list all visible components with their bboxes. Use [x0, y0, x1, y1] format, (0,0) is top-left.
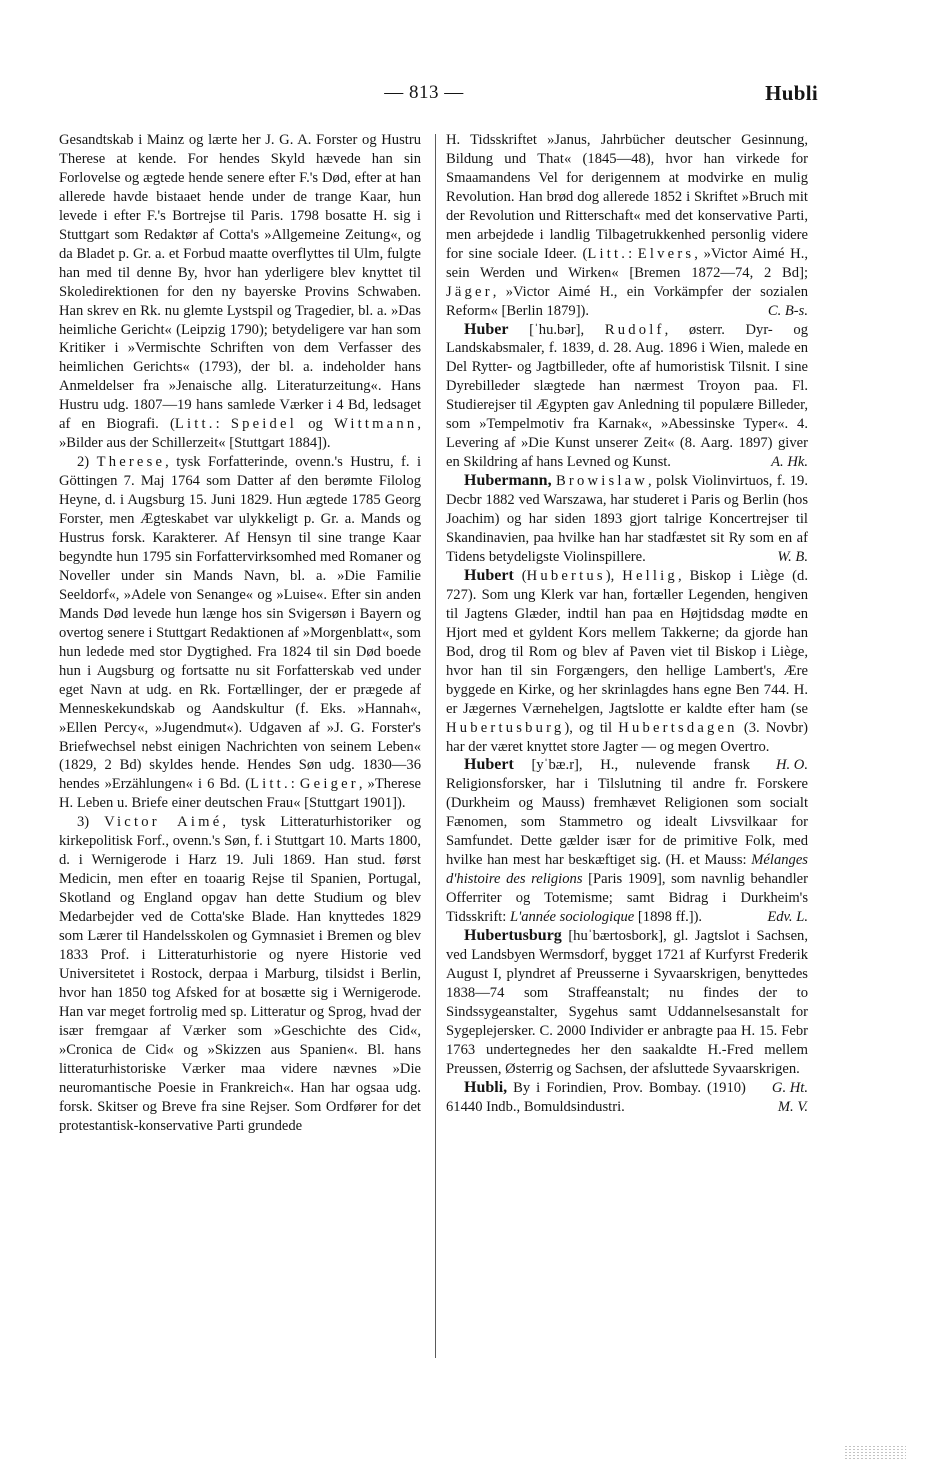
entry-headword: Hubertusburg	[464, 927, 562, 945]
dictionary-entry	[446, 566, 808, 774]
author-signature: Edv. L.	[767, 909, 808, 926]
entry-headword: Hubert	[464, 566, 514, 584]
text-run: (3. Novbr) har der været knyttet store Jagter — og megen Overtro.	[446, 719, 808, 755]
spaced-text: Geiger	[299, 776, 359, 793]
page-number: — 813 —	[384, 82, 464, 103]
text-run: , »Therese H. Leben u. Briefe einer deutschen Frau« [Stuttgart 1901]).	[59, 776, 422, 812]
spaced-text: Litt.	[250, 776, 291, 793]
spaced-text: Hubertusburg	[446, 719, 565, 736]
author-signature: W. B.	[777, 548, 808, 565]
text-run: , »Victor Aimé H., ein Vorkämpfer der sozialen Reform« [Berlin 1879]).	[446, 283, 808, 319]
author-signature: H. O.	[775, 757, 808, 774]
text-run: H. Tidsskriftet »Janus, Jahrbücher deutscher Gesinnung, Bildung und That« (1845—48), hvor han virkede for Smaamandens Vel for derigennem at modvirke en mulig Revolution. Han brød dog allerede 1852 i Skriftet »Bruch mit der Revolution und Ritterschaft« med det konservative Parti, men arbejdede i landlig Tilbagetrukkenhed personlig videre for sine sociale Ideer. (	[446, 132, 808, 262]
author-signature: C. B-s.	[767, 302, 808, 319]
text-run: ), og til	[564, 719, 619, 736]
text-run: , »Bilder aus der Schillerzeit« [Stuttgart 1884]).	[59, 416, 422, 452]
numbered-paragraph	[59, 813, 421, 1135]
spaced-text: Hellig	[622, 567, 678, 584]
text-run: :	[628, 245, 638, 262]
text-run: By i Forindien, Prov. Bombay. (1910) 61440 Indb., Bomuldsindustri.	[446, 1079, 746, 1115]
spaced-text: Rudolf	[604, 321, 665, 338]
text-run: 2)	[77, 454, 97, 471]
spaced-text: Wittmann	[333, 416, 418, 433]
text-run: , østerr. Dyr- og Landskabsmaler, f. 1839, d. 28. Aug. 1896 i Wien, malede en Del Rytter- og Jagtbilleder, ofte af humoristisk Tilsnit. I sine Dyrebilleder slægtede han nærmest Troyon paa. Fl. Studierejser til Ægypten gav Anledning til populære Billeder, som »Tempelmotiv fra Karnak«, »Abessinske Typer«. 4. Levering af »Die Kunst unserer Zeit« (8. Aarg. 1897) giver en Skildring af hans Levned og Kunst.	[446, 321, 808, 471]
spaced-text: Litt.	[174, 416, 216, 433]
spaced-text: Jäger	[446, 283, 493, 300]
author-signature: G. Ht.	[771, 1079, 808, 1096]
spaced-text: Litt.	[587, 245, 629, 262]
spaced-text: Hubertus	[526, 567, 606, 584]
author-signature: A. Hk.	[771, 454, 808, 471]
dictionary-entry	[446, 756, 808, 927]
text-run: , Biskop i Liège (d. 727). Som ung Klerk var han, fortæller Legenden, hengiven til Jagtens Glæder, indtil han paa en Højtidsdag mødte en Hjort med et gyldent Kors mellem Takkerne; da gjorde han Bod, drog til Rom og blev af Paven viet til Biskop i Liège, hvor han til sin Forgængers, den hellige Lambert's, Ære byggede en Kirke, og her skrinlagdes hans egne Ben 744. H. er Jægernes Værnehelgen, Jagtslotte er kaldte efter ham (se	[446, 567, 808, 717]
text-run: [ˈhu.bər],	[508, 321, 605, 338]
numbered-paragraph	[59, 453, 421, 813]
spaced-text: Hubertsdagen	[618, 719, 738, 736]
scan-speckle	[844, 1445, 906, 1461]
entry-headword: Hubli,	[464, 1078, 508, 1096]
entry-headword: Hubermann,	[464, 472, 552, 490]
text-run: og	[297, 416, 334, 433]
spaced-text: Browislaw	[555, 473, 649, 490]
entry-headword: Huber	[464, 320, 509, 338]
text-run: 3)	[77, 814, 105, 831]
text-run: [Paris 1909], som navnlig behandler Offerriter og Totemisme; samt Bidrag i Durkheim's Tidsskrift:	[446, 871, 808, 926]
text-run: (	[513, 567, 527, 584]
spaced-text: Therese	[96, 454, 166, 471]
spaced-text: Victor Aimé	[104, 814, 223, 831]
italic-title: L'année sociologique	[509, 909, 635, 926]
continued-paragraph	[59, 131, 421, 453]
text-run: Gesandtskab i Mainz og lærte her J. G. A. Forster og Hustru Therese at kende. For hendes Skyld hævede han sin Forlovelse og ægtede hende senere efter F.'s Død, efter at han allerede havde bistaaet hende under de trange Kaar, hun levede i efter F.'s Bortrejse til Paris. 1798 bosatte H. sig i Stuttgart som Redaktør af Cotta's »Allgemeine Zeitung«, og da Bladet p. Gr. a. et Forbud maatte overflyttes til Ulm, fulgte han med til denne By, hvor han yderligere blev knyttet til Skoledirektionen for den ny bayerske Provins Schwaben. Han skrev en Rk. nu glemte Lystspil og Tragedier, bl. a. »Das heimliche Gericht« (Leipzig 1790); betydeligere var han som Kritiker i »Vermischte Schriften von dem Verfasser des heimlichen Gerichts« (1793), der bl. a. indeholder hans Anmeldelser fra »Jenaische allg. Literaturzeitung«. Hans Hustru udg. 1807—19 hans samlede Værker i 4 Bd, ledsaget af en Biografi. (	[59, 132, 421, 433]
text-run: [1898 ff.]).	[634, 909, 703, 926]
right-column	[446, 131, 808, 1117]
dictionary-entry	[446, 472, 808, 567]
column-divider	[435, 134, 436, 1358]
italic-title: Mélanges d'histoire des religions	[446, 852, 808, 888]
text-run: , polsk Violinvirtuos, f. 19. Decbr 1882 ved Warszawa, har studeret i Paris og Berlin (hos Joachim) og har siden 1893 gjort talrige Koncertrejser til Skandinavien, paa hvilke han har stadfæstet sit Ry som en af Tidens betydeligste Violinspillere.	[446, 473, 808, 565]
text-run: , »Victor Aimé H., sein Werden und Wirken« [Bremen 1872—74, 2 Bd];	[446, 245, 809, 281]
left-column	[59, 131, 421, 1136]
spaced-text: Speidel	[230, 416, 297, 433]
author-signature: M. V.	[777, 1098, 808, 1115]
running-head: Hubli	[765, 81, 818, 105]
text-run: ),	[605, 567, 623, 584]
text-run: :	[215, 416, 231, 433]
text-run: [huˈbærtosbork], gl. Jagtslot i Sachsen, ved Landsbyen Wermsdorf, bygget 1721 af Kurfyrst Frederik August I, plyndret af Preusserne i Syvaarskrigen, benyttedes 1838—74 som Straffeanstalt; nu findes der to Sindssygeanstalter, Sygehus samt Uddannelsesanstalt for Sygeplejersker. C. 2000 Individer er anbragte paa H. 15. Febr 1763 undertegnedes her den saakaldte H.-Fred mellem Preussen, Østerrig og Sachsen, der afsluttede Syvaarskrigen.	[446, 928, 808, 1077]
dictionary-entry	[446, 321, 808, 473]
entry-headword: Hubert	[464, 756, 514, 774]
continued-paragraph	[446, 131, 808, 321]
text-run: , tysk Litteraturhistoriker og kirkepolitisk Forf., ovenn.'s Søn, f. i Stuttgart 10. Marts 1800, d. i Wernigerode i Harz 19. Juli 1869. Han stud. først Medicin, men efter en toaarig Rejse til Spanien, Portugal, Skotland og England opgav han dette Studium og blev Medarbejder ved de Cotta'ske Blade. Han knyttedes 1829 som Lærer til Handelsskolen og Gymnasiet i Bremen og blev 1833 Prof. i Litteraturhistorie og nyere Historie ved Universitetet i Rostock, derpaa i Marburg, tilsidst i Berlin, hvor han 1850 tog Afsked for at bosætte sig i Wernigerode. Han var meget fortrolig med sp. Litteratur og Sprog, hvad der især fremgaar af Værker som »Geschichte des Cid«, »Cronica de Cid« og »Skizzen aus Spanien«. Bl. hans litteraturhistoriske Værker maa videre nævnes »Die neuromantische Poesie in Frankreich«. Han har ogsaa udg. forsk. Skitser og Breve fra sine Rejser. Som Ordfører for det protestantisk-konservative Parti grundede	[59, 814, 421, 1134]
text-run: :	[290, 776, 300, 793]
text-run: , tysk Forfatterinde, ovenn.'s Hustru, f. i Göttingen 7. Maj 1764 som Datter af den berømte Filolog Heyne, d. i Augsburg 15. Juni 1829. Hun ægtede 1785 Georg Forster, men Ægteskabet var ulykkeligt p. Gr. a. Mands og Hustrus forsk. Karakterer. Af Hensyn til sine trange Kaar begyndte hun 1795 sin Forfattervirksomhed med Romaner og Noveller under sin Mands Navn, bl. a. »Die Familie Seeldorf«, »Adele von Senange« og »Luise«. Efter sin anden Mands Død levede hun længe hos sin Svigersøn i Bayern og overtog senere i Stuttgart Redaktionen af »Morgenblatt«, som hun ledede med stor Dygtighed. Fra 1824 til sin Død boede hun i Augsburg og fortsatte nu sit Forfatterskab ved under eget Navn at udg. en Rk. Fortællinger, der er prægede af Menneskekundskab og Aandskultur (f. Eks. »Hannah«, »Ellen Percy«, »Jugendmut«). Udgaven af »J. G. Forster's Briefwechsel nebst einigen Nachrichten von seinem Leben« (1829, 2 Bd) skyldes hende. Hendes Søn udg. 1830—36 hendes »Erzählungen« i 6 Bd. (	[59, 454, 421, 793]
text-run: [yˈbæ.r], H., nulevende fransk Religionsforsker, har i Tilslutning til andre fr. Forskere (Durkheim og Mauss) fremhævet Religionen som socialt Fænomen, som Stammetro og idealt Livsvilkaar for Samfundet. Dette gælder især for de primitive Folk, med hvilke han mest har beskæftiget sig. (H. et Mauss:	[446, 757, 808, 869]
spaced-text: Elvers	[637, 245, 695, 262]
